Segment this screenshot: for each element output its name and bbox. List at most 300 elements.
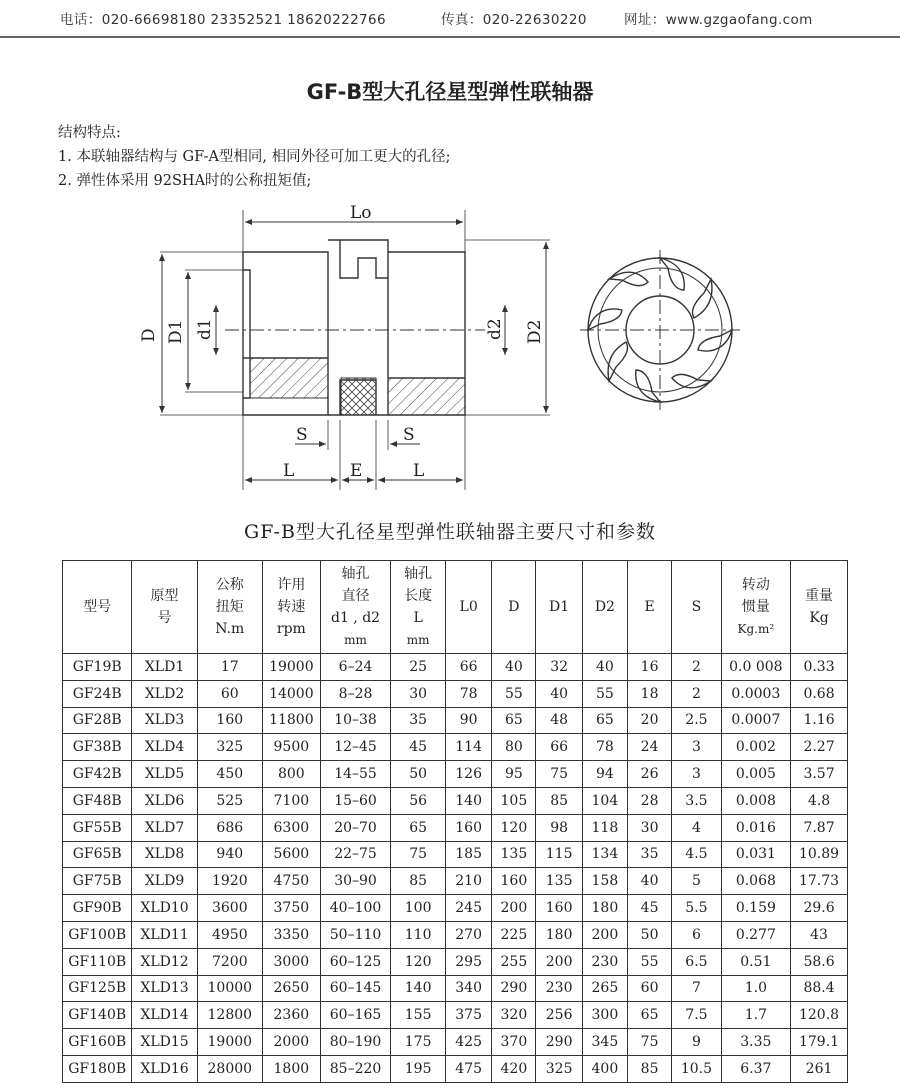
table-row [63,895,848,922]
table-cell: 15–60 [320,787,391,814]
table-cell: 24 [628,734,672,761]
table-cell: GF75B [63,868,132,895]
table-cell: 7200 [197,948,262,975]
table-cell: 179.1 [791,1029,848,1056]
table-row [63,1029,848,1056]
table-cell: 0.51 [721,948,790,975]
column-header-line: D2 [594,599,615,615]
table-cell: 0.002 [721,734,790,761]
table-cell: 3.57 [791,761,848,788]
column-header-line: 扭矩 [215,599,244,615]
table-cell: 400 [582,1055,627,1082]
website-text: 网址：www.gzgaofang.com [624,12,813,28]
table-cell: 200 [582,921,627,948]
table-cell: 6.5 [672,948,721,975]
table-cell: 9500 [262,734,320,761]
table-cell: GF100B [63,921,132,948]
column-header [63,561,132,654]
table-cell: 7.5 [672,1002,721,1029]
table-cell: XLD14 [132,1002,197,1029]
table-cell: 185 [445,841,491,868]
table-cell: XLD10 [132,895,197,922]
dim-label-L: L [413,461,425,481]
table-cell: 4.8 [791,787,848,814]
table-cell: 32 [536,654,582,681]
table-cell: 45 [391,734,446,761]
column-header-line: L [413,610,423,626]
table-cell: 12–45 [320,734,391,761]
table-cell: 80 [492,734,536,761]
table-row [63,1002,848,1029]
table-cell: 0.005 [721,761,790,788]
column-header-line: 直径 [341,588,370,604]
column-header [791,561,848,654]
table-cell: 2 [672,680,721,707]
table-cell: 16 [628,654,672,681]
table-cell: 1.16 [791,707,848,734]
column-header-line: Kg [809,610,829,626]
column-header [582,561,627,654]
table-cell: 0.0007 [721,707,790,734]
dim-label-D1: D1 [166,319,186,344]
table-cell: 85 [536,787,582,814]
table-cell: 525 [197,787,262,814]
table-cell: 230 [536,975,582,1002]
table-cell: XLD8 [132,841,197,868]
table-cell: 110 [391,921,446,948]
table-cell: 10–38 [320,707,391,734]
dim-label-S: S [296,425,308,445]
table-cell: 290 [536,1029,582,1056]
table-cell: 370 [492,1029,536,1056]
table-cell: 0.68 [791,680,848,707]
table-cell: 22–75 [320,841,391,868]
features-heading: 结构特点: [58,125,121,141]
table-cell: 3000 [262,948,320,975]
table-cell: XLD12 [132,948,197,975]
table-cell: 225 [492,921,536,948]
table-cell: 40 [492,654,536,681]
table-cell: 0.068 [721,868,790,895]
table-cell: 4.5 [672,841,721,868]
table-cell: 134 [582,841,627,868]
table-cell: 10.5 [672,1055,721,1082]
table-cell: GF110B [63,948,132,975]
table-cell: 475 [445,1055,491,1082]
table-cell: 50–110 [320,921,391,948]
dim-label-S: S [403,425,415,445]
table-cell: 1.7 [721,1002,790,1029]
column-header-line: E [644,599,655,615]
column-header [492,561,536,654]
table-cell: 28000 [197,1055,262,1082]
column-header-line: D [508,599,520,615]
table-cell: 60 [197,680,262,707]
table-cell: 20–70 [320,814,391,841]
table-cell: 66 [445,654,491,681]
table-cell: 3750 [262,895,320,922]
table-cell: 60–145 [320,975,391,1002]
table-cell: 160 [536,895,582,922]
feature-item: 2. 弹性体采用 92SHA时的公称扭矩值; [58,173,312,189]
table-row [63,948,848,975]
table-cell: 60–125 [320,948,391,975]
table-cell: 940 [197,841,262,868]
table-cell: 256 [536,1002,582,1029]
table-cell: 5600 [262,841,320,868]
column-header-line: 原型 [150,588,179,604]
table-cell: 2000 [262,1029,320,1056]
column-header-line: mm [406,633,430,647]
table-cell: 90 [445,707,491,734]
dim-label-D2: D2 [525,319,545,344]
table-cell: 5.5 [672,895,721,922]
table-cell: 2360 [262,1002,320,1029]
column-header-line: 轴孔 [341,566,370,582]
table-cell: 58.6 [791,948,848,975]
column-header-line: 公称 [215,577,244,593]
table-cell: 7100 [262,787,320,814]
column-header-line: 轴孔 [404,566,433,582]
table-cell: 40 [582,654,627,681]
column-header-line: 惯量 [741,599,770,615]
table-row [63,787,848,814]
dim-label-Lo: Lo [350,203,372,223]
table-cell: XLD13 [132,975,197,1002]
table-cell: GF38B [63,734,132,761]
table-cell: 40 [628,868,672,895]
table-cell: 425 [445,1029,491,1056]
table-cell: 55 [582,680,627,707]
table-cell: 200 [492,895,536,922]
feature-item: 1. 本联轴器结构与 GF-A型相同, 相同外径可加工更大的孔径; [58,149,451,165]
table-cell: 0.016 [721,814,790,841]
table-title: GF-B型大孔径星型弹性联轴器主要尺寸和参数 [244,521,656,543]
table-cell: 14000 [262,680,320,707]
table-row [63,975,848,1002]
table-row [63,1055,848,1082]
table-cell: 3.5 [672,787,721,814]
table-row [63,761,848,788]
table-cell: XLD6 [132,787,197,814]
table-cell: 230 [582,948,627,975]
table-row [63,814,848,841]
table-cell: 200 [536,948,582,975]
table-cell: 340 [445,975,491,1002]
column-header [262,561,320,654]
table-cell: 2.27 [791,734,848,761]
table-cell: 40 [536,680,582,707]
table-cell: 160 [197,707,262,734]
column-header-line: Kg.m² [737,622,775,636]
table-cell: 210 [445,868,491,895]
column-header-line: S [691,599,702,615]
table-row [63,734,848,761]
table-cell: 3350 [262,921,320,948]
table-cell: 180 [536,921,582,948]
table-cell: 50 [628,921,672,948]
table-cell: 18 [628,680,672,707]
table-cell: 8–28 [320,680,391,707]
table-cell: GF48B [63,787,132,814]
table-cell: 55 [628,948,672,975]
table-cell: 115 [536,841,582,868]
table-cell: 180 [582,895,627,922]
table-cell: 43 [791,921,848,948]
table-cell: 300 [582,1002,627,1029]
table-cell: 66 [536,734,582,761]
table-cell: 104 [582,787,627,814]
column-header-line: 转速 [277,599,306,615]
column-header [445,561,491,654]
table-cell: 2650 [262,975,320,1002]
table-cell: 155 [391,1002,446,1029]
table-cell: 20 [628,707,672,734]
dim-label-D: D [139,328,159,342]
table-cell: 65 [391,814,446,841]
table-cell: 78 [582,734,627,761]
column-header [391,561,446,654]
dim-label-E: E [350,461,363,481]
column-header [320,561,391,654]
table-cell: 29.6 [791,895,848,922]
table-cell: XLD16 [132,1055,197,1082]
table-cell: XLD4 [132,734,197,761]
table-cell: 45 [628,895,672,922]
table-cell: 160 [445,814,491,841]
table-cell: 345 [582,1029,627,1056]
table-cell: GF42B [63,761,132,788]
table-cell: 320 [492,1002,536,1029]
table-cell: 12800 [197,1002,262,1029]
table-cell: 55 [492,680,536,707]
column-header-line: mm [344,633,367,647]
column-header-line: 长度 [404,588,433,604]
table-row [63,680,848,707]
table-cell: 175 [391,1029,446,1056]
table-cell: 35 [628,841,672,868]
column-header [628,561,672,654]
table-cell: XLD9 [132,868,197,895]
table-cell: 17 [197,654,262,681]
table-cell: 26 [628,761,672,788]
table-cell: 114 [445,734,491,761]
table-cell: 140 [391,975,446,1002]
table-cell: 120 [391,948,446,975]
table-cell: 30–90 [320,868,391,895]
table-header-row [63,561,848,654]
table-cell: XLD11 [132,921,197,948]
column-header-line: d1 , d2 [330,610,381,626]
table-cell: 3600 [197,895,262,922]
table-cell: 30 [628,814,672,841]
table-cell: 28 [628,787,672,814]
table-cell: GF140B [63,1002,132,1029]
table-cell: 40–100 [320,895,391,922]
table-cell: 120.8 [791,1002,848,1029]
table-cell: 0.159 [721,895,790,922]
table-cell: 2.5 [672,707,721,734]
table-cell: 195 [391,1055,446,1082]
table-cell: 10000 [197,975,262,1002]
spec-table [62,560,848,1083]
table-cell: 75 [628,1029,672,1056]
column-header-line: 许用 [277,577,306,593]
table-cell: XLD3 [132,707,197,734]
table-cell: 56 [391,787,446,814]
table-cell: 0.33 [791,654,848,681]
table-cell: 686 [197,814,262,841]
phone-text: 电话：020-66698180 23352521 18620222766 [60,12,387,28]
table-cell: GF180B [63,1055,132,1082]
table-cell: 3.35 [721,1029,790,1056]
table-cell: 160 [492,868,536,895]
table-cell: 800 [262,761,320,788]
front-view [580,250,740,410]
table-cell: GF160B [63,1029,132,1056]
table-cell: 3 [672,734,721,761]
table-cell: 65 [628,1002,672,1029]
table-cell: GF125B [63,975,132,1002]
table-cell: 450 [197,761,262,788]
table-cell: 135 [536,868,582,895]
table-cell: 7.87 [791,814,848,841]
column-header-line: L0 [459,599,478,615]
table-cell: 35 [391,707,446,734]
table-cell: 6.37 [721,1055,790,1082]
column-header-line: D1 [549,599,570,615]
table-cell: 6–24 [320,654,391,681]
column-header [132,561,197,654]
table-cell: 88.4 [791,975,848,1002]
table-cell: GF24B [63,680,132,707]
table-cell: 19000 [262,654,320,681]
table-cell: 7 [672,975,721,1002]
table-cell: 2 [672,654,721,681]
column-header-line: 重量 [805,588,834,604]
table-cell: 85 [391,868,446,895]
table-cell: 80–190 [320,1029,391,1056]
table-cell: 10.89 [791,841,848,868]
table-cell: 325 [197,734,262,761]
table-cell: 375 [445,1002,491,1029]
table-cell: XLD15 [132,1029,197,1056]
table-cell: 25 [391,654,446,681]
table-cell: 4950 [197,921,262,948]
table-cell: 1.0 [721,975,790,1002]
header-divider [0,36,900,38]
table-cell: 1920 [197,868,262,895]
table-cell: 140 [445,787,491,814]
table-cell: 48 [536,707,582,734]
table-cell: 325 [536,1055,582,1082]
table-cell: 1800 [262,1055,320,1082]
column-header-line: N.m [215,621,245,637]
table-cell: 5 [672,868,721,895]
table-cell: 75 [391,841,446,868]
table-cell: 19000 [197,1029,262,1056]
table-cell: 85–220 [320,1055,391,1082]
column-header-line: rpm [276,621,306,637]
table-row [63,921,848,948]
table-cell: 245 [445,895,491,922]
table-cell: 30 [391,680,446,707]
table-row [63,707,848,734]
table-cell: 60 [628,975,672,1002]
table-cell: 78 [445,680,491,707]
column-header-line: 型号 [83,599,112,615]
table-cell: 4750 [262,868,320,895]
table-cell: 85 [628,1055,672,1082]
table-cell: 105 [492,787,536,814]
table-cell: 126 [445,761,491,788]
table-cell: XLD1 [132,654,197,681]
table-cell: 3 [672,761,721,788]
table-cell: 9 [672,1029,721,1056]
table-cell: 50 [391,761,446,788]
column-header [672,561,721,654]
table-cell: GF28B [63,707,132,734]
dim-label-d1: d1 [195,318,215,340]
table-cell: 265 [582,975,627,1002]
table-cell: 95 [492,761,536,788]
table-cell: 17.73 [791,868,848,895]
table-cell: 118 [582,814,627,841]
table-cell: 100 [391,895,446,922]
table-cell: 0.031 [721,841,790,868]
table-cell: 120 [492,814,536,841]
column-header [536,561,582,654]
table-cell: 65 [582,707,627,734]
table-cell: 94 [582,761,627,788]
column-header [197,561,262,654]
table-cell: 158 [582,868,627,895]
contact-header [0,0,900,34]
table-row [63,654,848,681]
table-cell: 65 [492,707,536,734]
dim-label-L: L [283,461,295,481]
table-cell: GF90B [63,895,132,922]
column-header [721,561,790,654]
coupling-drawing [0,190,900,500]
table-cell: 255 [492,948,536,975]
table-cell: 261 [791,1055,848,1082]
table-cell: 0.0 008 [721,654,790,681]
table-cell: 6 [672,921,721,948]
table-cell: 98 [536,814,582,841]
table-row [63,868,848,895]
table-cell: 295 [445,948,491,975]
table-cell: 14–55 [320,761,391,788]
column-header-line: 号 [157,610,172,626]
fax-text: 传真：020-22630220 [441,12,587,28]
table-cell: 4 [672,814,721,841]
dim-label-d2: d2 [485,318,505,340]
table-cell: GF55B [63,814,132,841]
table-cell: 270 [445,921,491,948]
table-cell: GF65B [63,841,132,868]
table-cell: XLD5 [132,761,197,788]
table-cell: 60–165 [320,1002,391,1029]
table-cell: GF19B [63,654,132,681]
table-cell: 0.277 [721,921,790,948]
table-cell: XLD7 [132,814,197,841]
table-cell: 420 [492,1055,536,1082]
side-view [160,210,550,490]
page-title: GF-B型大孔径星型弹性联轴器 [306,80,594,104]
table-cell: 135 [492,841,536,868]
table-cell: 11800 [262,707,320,734]
